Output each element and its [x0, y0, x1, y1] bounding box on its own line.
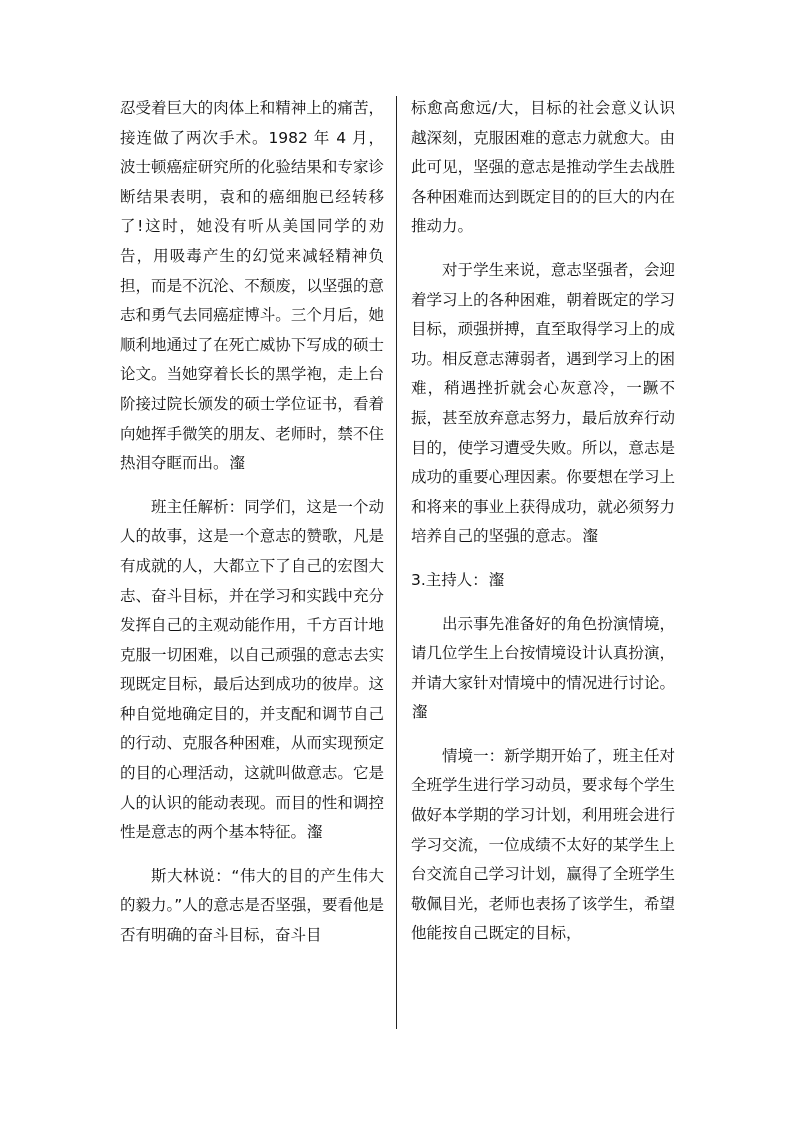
right-column — [411, 94, 675, 963]
paragraph — [120, 493, 384, 848]
paragraph-mark: 瀣 — [307, 823, 323, 842]
paragraph-mark: 瀣 — [412, 703, 428, 722]
paragraph-mark: 瀣 — [582, 527, 599, 546]
paragraph-text: 对于学生来说，意志坚强者，会迎着学习上的各种困难，朝着既定的学习目标，顽强拼搏，直至取得学习上的成功。相反意志薄弱者，遇到学习上的困难，稍遇挫折就会心灰意冷，一蹶不振，甚至放弃意志努力，最后放弃行动目的，使学习遭受失败。所以，意志是成功的重要心理因素。你要想在学习上和将来的事业上获得成功，就必须努力培养自己的坚强的意志。 — [411, 260, 675, 546]
paragraph-text: 斯大林说：“伟大的目的产生伟大的毅力。”人的意志是否坚强，要看他是否有明确的奋斗目标，奋斗目 — [120, 866, 384, 945]
paragraph — [411, 256, 675, 552]
paragraph — [411, 610, 675, 728]
left-column — [120, 94, 384, 965]
section-heading-text: 3.主持人： — [411, 570, 488, 589]
paragraph-mark: 瀣 — [488, 570, 505, 589]
paragraph-text: 出示事先准备好的角色扮演情境，请几位学生上台按情境设计认真扮演，并请大家针对情境中的情况进行讨论。 — [411, 614, 675, 692]
paragraph-text: 标愈高愈远/大，目标的社会意义认识越深刻，克服困难的意志力就愈大。由此可见，坚强的意志是推动学生去战胜各种困难而达到既定目的的巨大的内在推动力。 — [411, 99, 675, 236]
paragraph — [120, 862, 384, 951]
paragraph-mark: 瀣 — [229, 454, 246, 473]
paragraph-text: 情境一：新学期开始了，班主任对全班学生进行学习动员，要求每个学生做好本学期的学习计划，利用班会进行学习交流，一位成绩不太好的某学生上台交流自己学习计划，赢得了全班学生敬佩目光，老师也表扬了该学生，希望他能按自己既定的目标， — [411, 746, 675, 943]
paragraph-text: 班主任解析：同学们，这是一个动人的故事，这是一个意志的赞歌，凡是有成就的人，大都立下了自己的宏图大志、奋斗目标，并在学习和实践中充分发挥自己的主观动能作用，千方百计地克服一切困难，以自己顽强的意志去实现既定目标，最后达到成功的彼岸。这种自觉地确定目的，并支配和调节自己的行动、克服各种困难，从而实现预定的目的心理活动，这就叫做意志。它是人的认识的能动表现。而目的性和调控性是意志的两个基本特征。 — [120, 497, 384, 842]
paragraph — [120, 94, 384, 479]
paragraph — [411, 94, 675, 242]
paragraph — [411, 742, 675, 949]
paragraph-text: 忍受着巨大的肉体上和精神上的痛苦，接连做了两次手术。1982 年 4 月，波士顿癌症研究所的化验结果和专家诊断结果表明，袁和的癌细胞已经转移了!这时，她没有听从美国同学的劝告，用吸毒产生的幻觉来减轻精神负担，而是不沉沦、不颓废，以坚强的意志和勇气去同癌症博斗。三个月后，她顺利地通过了在死亡威协下写成的硕士论文。当她穿着长长的黑学袍，走上台阶接过院长颁发的硕士学位证书，看着向她挥手微笑的朋友、老师时，禁不住热泪夺眶而出。 — [120, 99, 384, 473]
column-divider — [396, 96, 397, 1029]
section-heading — [411, 566, 675, 596]
